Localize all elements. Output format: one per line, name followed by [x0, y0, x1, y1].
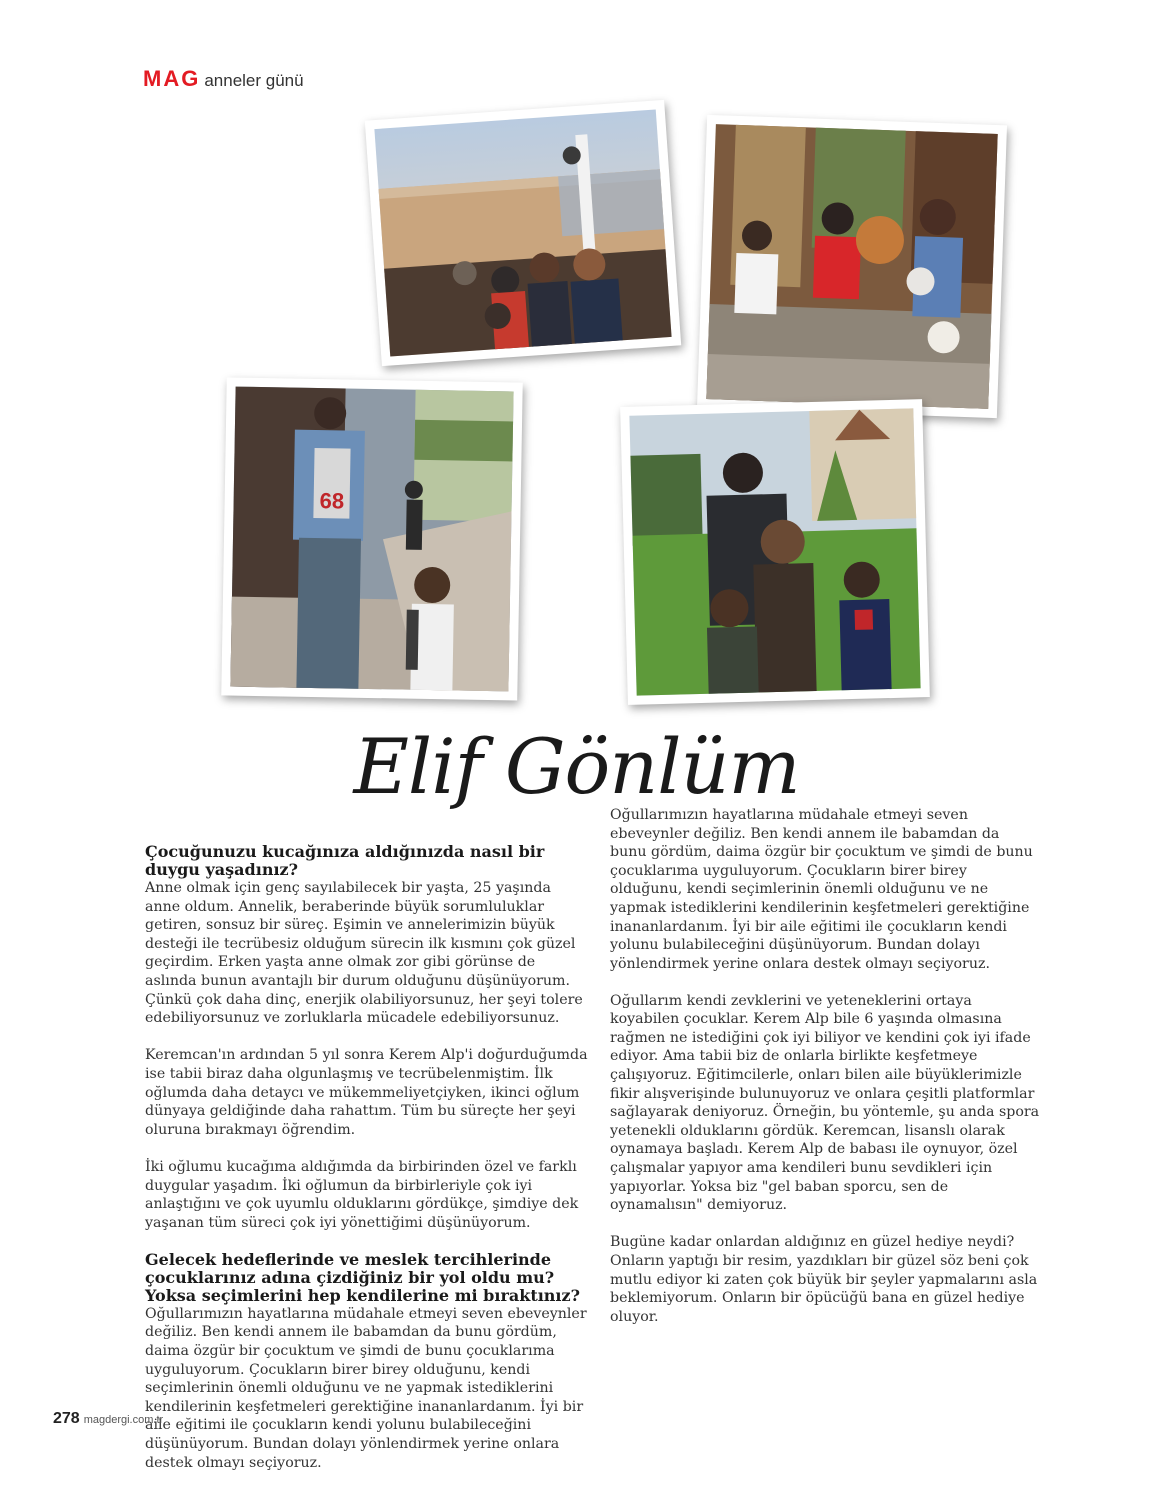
page-header — [143, 66, 304, 92]
answer-paragraph-continued: Oğullarımızın hayatlarına müdahale etmeyi seven ebeveynler değiliz. Ben kendi annem ile babamdan da bunu gördüm, daima özgür bir çocuktum ve şimdi de bunu çocuklarıma uyguluyorum. Çocukların birer birey olduğunu, kendi seçimlerinin önemli olduğunu ve ne yapmak istediklerini kendilerinin keşfetmeleri gerektiğine inananlardanım. İyi bir aile eğitimi ile çocukların kendi yolunu bulabileceğini düşünüyorum. Bundan dolayı yönlendirmek yerine onlara destek olmayı seçiyoruz. — [610, 807, 1033, 972]
answer-paragraph-gift — [610, 1233, 1040, 1326]
article-column-left — [145, 842, 590, 1471]
answer-inline: Onların yaptığı bir resim, yazdıkları bir güzel söz beni çok mutlu ediyor ki zaten çok büyük bir şeyler yapmalarını asla beklemiyorum. Onların bir öpücüğü bana en güzel hediye oluyor. — [610, 1252, 1038, 1325]
page-number: 278 — [53, 1410, 80, 1427]
site-url: magdergi.com.tr — [83, 1414, 164, 1426]
answer-paragraph-start: Oğullarımızın hayatlarına müdahale etmeyi seven ebeveynler değiliz. Ben kendi annem ile babamdan da bunu gördüm, daima özgür bir çocuktum ve şimdi de bunu çocuklarıma uyguluyorum. Çocukların birer birey olduğunu, kendi seçimlerinin önemli olduğunu ve ne yapmak istediklerini kendilerinin keşfetmeleri gerektiğine inananlardanım. İyi bir aile eğitimi ile çocukların kendi yolunu bulabileceğini düşünüyorum. Bundan dolayı yönlendirmek yerine onlara destek olmayı seçiyoruz. — [145, 1305, 587, 1471]
family-garden-photo — [697, 115, 1007, 418]
answer-paragraph: Anne olmak için genç sayılabilecek bir yaşta, 25 yaşında anne oldum. Annelik, beraberinde büyük sorumluluklar getiren, sonsuz bir süreç. Eşimin ve annelerimizin büyük desteği ile tecrübesiz olduğum sürecin ilk kısmını çok güzel geçirdim. Erken yaşta anne olmak zor gibi görünse de aslında bunun avantajlı bir durum olduğunu düşünüyorum. Çünkü çok daha dinç, enerjik olabiliyorsunuz, her şeyi tolere edebiliyorsunuz ve zorluklarla mücadele edebiliyorsunuz. — [145, 880, 583, 1027]
article-column-right — [610, 807, 1040, 1345]
brand-logo: MAG — [143, 66, 201, 91]
father-family-photo — [620, 399, 930, 705]
page-footer — [53, 1410, 163, 1428]
street-walk-photo — [221, 377, 523, 700]
answer-paragraph: Keremcan'ın ardından 5 yıl sonra Kerem Alp'i doğurduğumda ise tabii biraz daha olgunlaşmış ve tecrübelenmiştim. İlk oğlumda daha detaycı ve mükemmeliyetçiyken, ikinci oğlum dünyaya geldiğinde daha rahattım. Tüm bu süreçte her şeyi oluruna bırakmayı öğrendim. — [145, 1047, 588, 1138]
answer-paragraph: İki oğlumu kucağıma aldığımda da birbirinden özel ve farklı duygular yaşadım. İki oğlumun da birbirleriyle çok iyi anlaştığını ve çok uyumlu olduklarını gördükçe, şimdiye dek yaşanan tüm süreci çok iyi yönettiğimi düşünüyorum. — [145, 1158, 579, 1231]
question-inline: Bugüne kadar onlardan aldığınız en güzel hediye neydi? — [610, 1234, 1015, 1251]
question-heading: Gelecek hedeflerinde ve meslek tercihlerinde çocuklarınız adına çizdiğiniz bir yol oldu mu? Yoksa seçimlerini hep kendilerine mi bıraktınız? — [145, 1249, 580, 1305]
section-label: anneler günü — [204, 71, 304, 90]
family-lake-photo — [365, 100, 681, 366]
answer-paragraph: Oğullarım kendi zevklerini ve yeteneklerini ortaya koyabilen çocuklar. Kerem Alp bile 6 yaşında olmasına rağmen ne istediğini çok iyi biliyor ve kendini çok iyi ifade ediyor. Ama tabii biz de onlarla birlikte keşfetmeye çalışıyoruz. Eğitimcilerle, onları bilen aile büyüklerimizle fikir alışverişinde bulunuyoruz ve onlara çeşitli platformlar sağlayarak deniyoruz. Örneğin, bu yöntemle, şu anda spora yetenekli olduklarını gördük. Keremcan, lisanslı olarak oynamaya başladı. Kerem Alp de babası ile oynuyor, özel çalışmalar yapıyor ama kendileri bunu sevdikleri için yapıyorlar. Yoksa biz "gel baban sporcu, sen de oynamalısın" demiyoruz. — [610, 992, 1040, 1214]
question-heading: Çocuğunuzu kucağınıza aldığınızda nasıl bir duygu yaşadınız? — [145, 842, 545, 879]
svg-text:68: 68 — [319, 488, 345, 514]
article-title: Elif Gönlüm — [353, 722, 800, 811]
